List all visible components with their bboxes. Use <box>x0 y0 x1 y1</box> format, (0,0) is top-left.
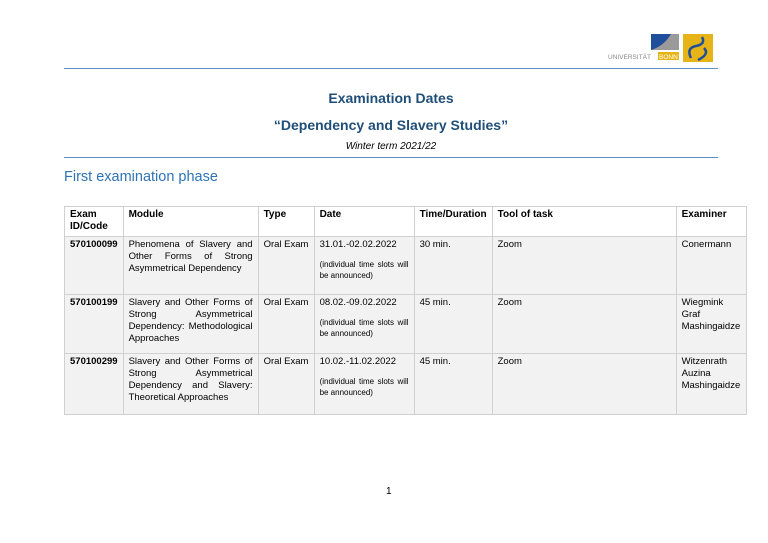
section-heading: First examination phase <box>64 169 218 185</box>
svg-text:UNIVERSITÄT: UNIVERSITÄT <box>608 54 651 61</box>
date-note: (individual time slots will be announced) <box>319 260 409 280</box>
type: Oral Exam <box>258 237 314 295</box>
column-header: Time/Duration <box>414 207 492 237</box>
university-bonn-logo <box>606 32 716 64</box>
column-header: Module <box>123 207 258 237</box>
table-header-row <box>65 207 747 237</box>
column-header: Examiner <box>676 207 746 237</box>
tool: Zoom <box>492 354 676 415</box>
exam-table <box>64 206 747 415</box>
time: 45 min. <box>414 295 492 354</box>
table-row <box>65 354 747 415</box>
title-rule <box>64 157 718 158</box>
date-cell <box>314 354 414 415</box>
page-number: 1 <box>386 486 392 497</box>
exam-id: 570100299 <box>65 354 124 415</box>
date-cell <box>314 237 414 295</box>
term-label: Winter term 2021/22 <box>345 141 437 152</box>
examiner <box>676 354 746 415</box>
module: Phenomena of Slavery and Other Forms of Strong Asymmetrical Dependency <box>123 237 258 295</box>
column-header: Tool of task <box>492 207 676 237</box>
date: 08.02.-09.02.2022 <box>319 297 397 308</box>
document-subtitle: “Dependency and Slavery Studies” <box>273 117 509 133</box>
date: 10.02.-11.02.2022 <box>319 356 396 367</box>
tool: Zoom <box>492 237 676 295</box>
column-header: Date <box>314 207 414 237</box>
time: 45 min. <box>414 354 492 415</box>
type: Oral Exam <box>258 295 314 354</box>
examiner <box>676 295 746 354</box>
exam-id: 570100099 <box>65 237 124 295</box>
document-title: Examination Dates <box>328 90 454 106</box>
examiner-name: Graf <box>681 309 701 320</box>
exam-id: 570100199 <box>65 295 124 354</box>
date-note: (individual time slots will be announced) <box>319 377 409 397</box>
header-rule <box>64 68 718 69</box>
examiner-name: Witzenrath <box>681 356 728 367</box>
examiner-name: Mashingaidze <box>681 380 741 391</box>
examiner-name: Wiegmink <box>681 297 724 308</box>
table-row <box>65 237 747 295</box>
column-header: Exam ID/Code <box>65 207 124 237</box>
time: 30 min. <box>414 237 492 295</box>
date-cell <box>314 295 414 354</box>
svg-text:BONN: BONN <box>659 54 678 61</box>
table-row <box>65 295 747 354</box>
examiner-name: Auzina <box>681 368 711 379</box>
type: Oral Exam <box>258 354 314 415</box>
examiner-name: Mashingaidze <box>681 321 741 332</box>
date: 31.01.-02.02.2022 <box>319 239 397 250</box>
column-header: Type <box>258 207 314 237</box>
module: Slavery and Other Forms of Strong Asymmetrical Dependency and Slavery: Theoretical Approaches <box>123 354 258 415</box>
module: Slavery and Other Forms of Strong Asymmetrical Dependency: Methodological Approaches <box>123 295 258 354</box>
examiner-name: Conermann <box>681 239 732 250</box>
date-note: (individual time slots will be announced) <box>319 318 409 338</box>
tool: Zoom <box>492 295 676 354</box>
examiner <box>676 237 746 295</box>
